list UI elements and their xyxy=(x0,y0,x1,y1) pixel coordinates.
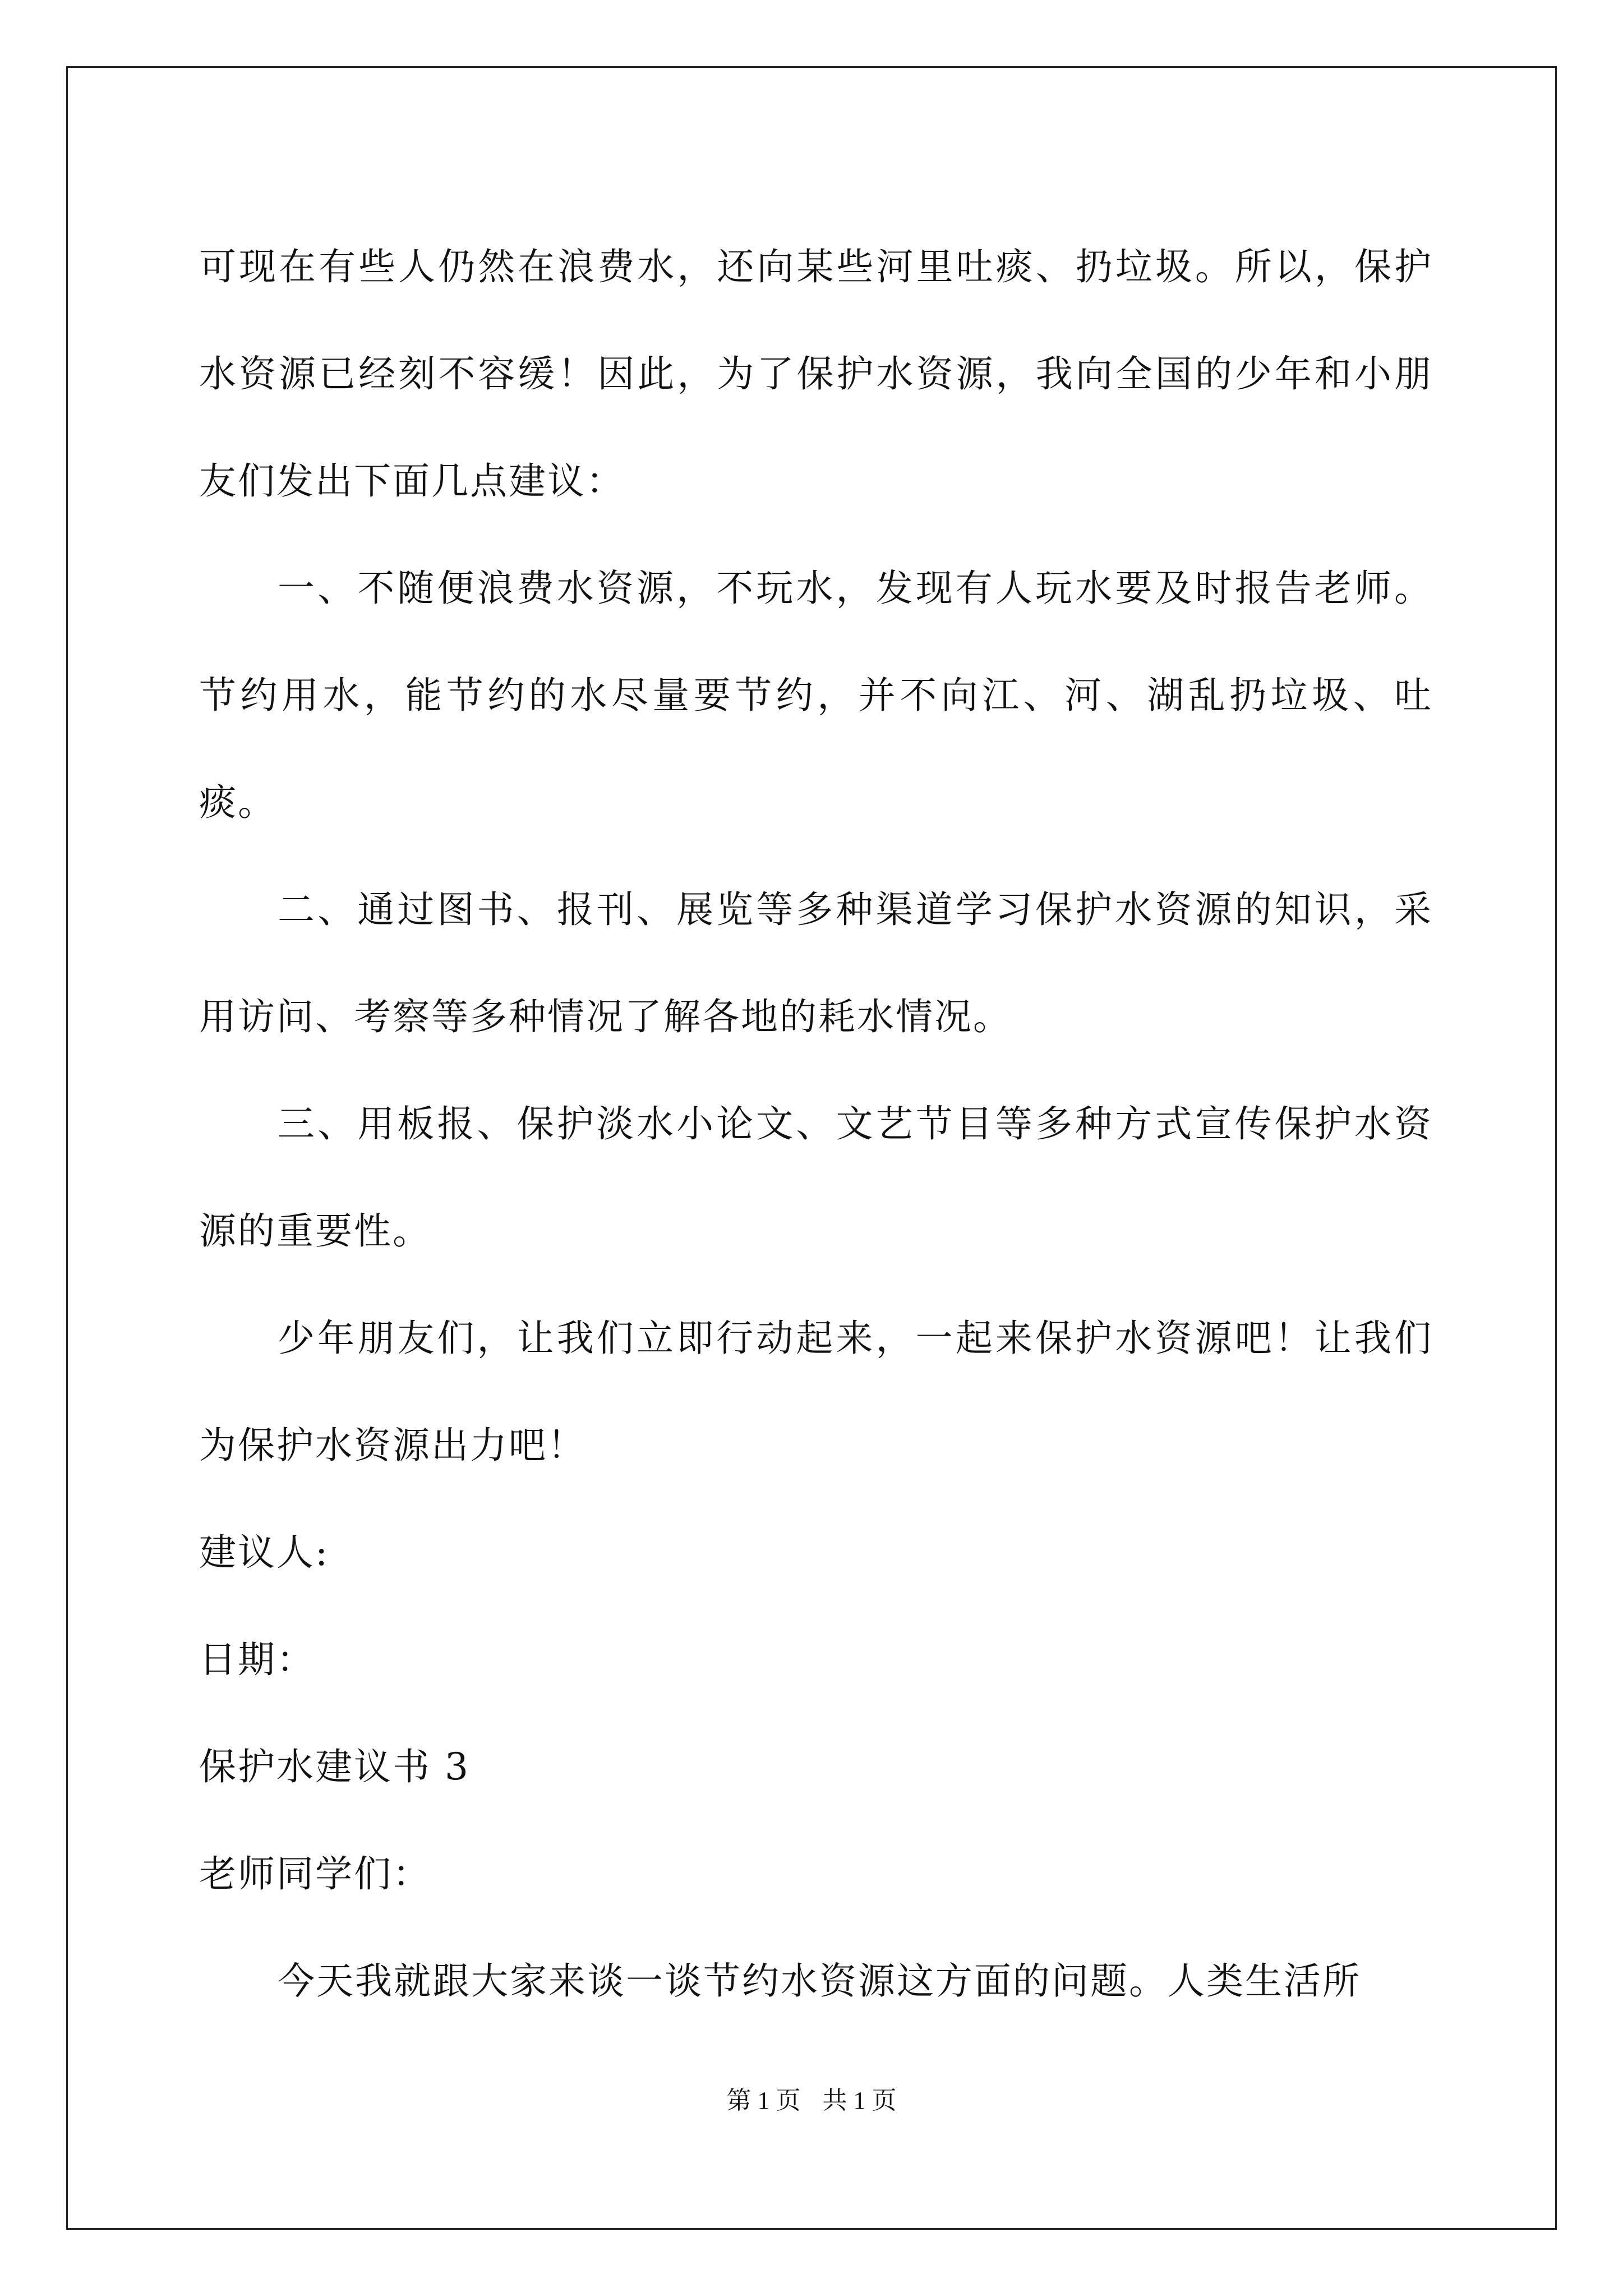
page-number-current: 第 1 页 xyxy=(726,2087,801,2114)
page-footer xyxy=(0,2084,1623,2118)
paragraph-call-to-action: 少年朋友们，让我们立即行动起来，一起来保护水资源吧！让我们为保护水资源出力吧！ xyxy=(199,1317,1433,1467)
signature-date: 日期： xyxy=(199,1638,315,1681)
paragraph-suggestion-2: 二、通过图书、报刊、展览等多种渠道学习保护水资源的知识，采用访问、考察等多种情况了解各地的耗水情况。 xyxy=(199,888,1433,1038)
paragraph-suggestion-3: 三、用板报、保护淡水小论文、文艺节目等多种方式宣传保护水资源的重要性。 xyxy=(199,1102,1433,1253)
section-title: 保护水建议书 3 xyxy=(199,1745,470,1788)
signature-proposer: 建议人: xyxy=(199,1531,330,1574)
document-body xyxy=(199,213,1433,2035)
paragraph-suggestion-1: 一、不随便浪费水资源，不玩水，发现有人玩水要及时报告老师。节约用水，能节约的水尽量要节约，并不向江、河、湖乱扔垃圾、吐痰。 xyxy=(199,567,1433,824)
paragraph-intro: 可现在有些人仍然在浪费水，还向某些河里吐痰、扔垃圾。所以，保护水资源已经刻不容缓！因此，为了保护水资源，我向全国的少年和小朋友们发出下面几点建议： xyxy=(199,245,1433,503)
page-number-total: 共 1 页 xyxy=(822,2087,897,2114)
salutation: 老师同学们： xyxy=(199,1852,431,1895)
paragraph-opening: 今天我就跟大家来谈一谈节约水资源这方面的问题。人类生活所 xyxy=(278,1959,1361,2003)
